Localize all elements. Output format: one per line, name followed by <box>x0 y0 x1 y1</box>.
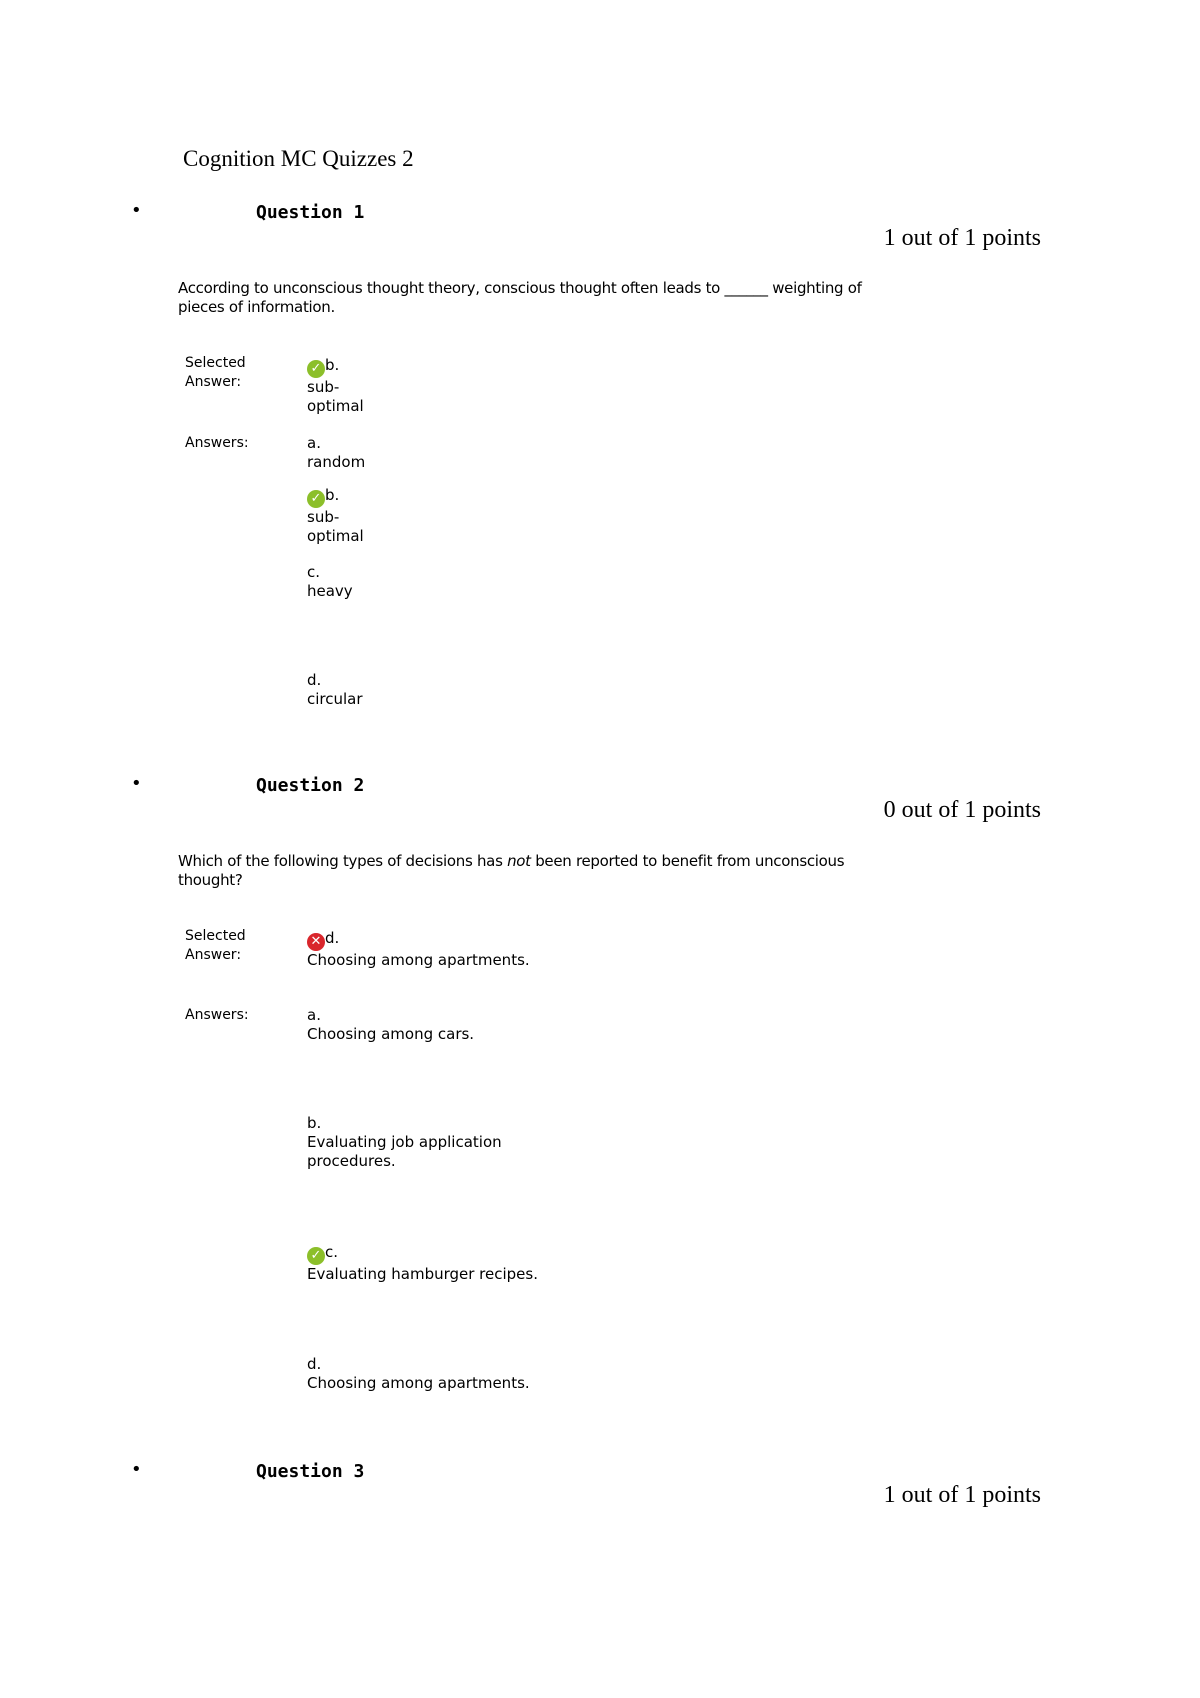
label-line: Answer: <box>185 374 242 390</box>
answer-letter: a. <box>307 1006 321 1024</box>
emphasis: not <box>507 852 531 870</box>
answer-text: Evaluating hamburger recipes. <box>307 1265 538 1283</box>
label-line: Answer: <box>185 947 242 963</box>
x-circle-icon: ✕ <box>307 933 325 951</box>
answer-letter: b. <box>307 1114 322 1132</box>
question-score: 0 out of 1 points <box>883 797 1041 823</box>
question-text-line: According to unconscious thought theory, conscious thought often leads to ______ weighting of <box>178 279 862 297</box>
answer-option <box>307 1114 502 1171</box>
question-heading: Question 3 <box>256 1461 365 1482</box>
answer-option <box>307 1243 538 1284</box>
answer-letter: c. <box>325 1243 339 1261</box>
bullet: • <box>131 200 142 221</box>
question-score: 1 out of 1 points <box>883 225 1041 251</box>
question-text-line <box>178 852 844 871</box>
label-line: Selected <box>185 928 246 944</box>
answer-option <box>307 563 353 601</box>
answer-letter: d. <box>307 1355 322 1373</box>
answer-letter: b. <box>325 486 340 504</box>
answer-text: procedures. <box>307 1152 396 1170</box>
question-heading: Question 2 <box>256 775 365 796</box>
question-text <box>178 279 862 317</box>
answer-letter: d. <box>325 929 340 947</box>
label-line: Selected <box>185 355 246 371</box>
bullet: • <box>131 1459 142 1480</box>
answer-text: circular <box>307 690 363 708</box>
selected-answer-label <box>185 927 246 965</box>
selected-answer <box>307 929 530 970</box>
answer-text: heavy <box>307 582 353 600</box>
answer-text: random <box>307 453 366 471</box>
answer-option <box>307 434 365 472</box>
check-circle-icon: ✓ <box>307 1247 325 1265</box>
answers-label: Answers: <box>185 1007 249 1023</box>
answer-option <box>307 671 363 709</box>
text-span: Which of the following types of decisions has <box>178 852 508 870</box>
answer-letter: a. <box>307 434 321 452</box>
selected-answer-label <box>185 354 246 392</box>
answer-letter: d. <box>307 671 322 689</box>
question-score: 1 out of 1 points <box>883 1482 1041 1508</box>
question-text-line: pieces of information. <box>178 298 335 316</box>
answer-letter: b. <box>325 356 340 374</box>
check-circle-icon: ✓ <box>307 360 325 378</box>
answer-text: Choosing among apartments. <box>307 951 530 969</box>
check-circle-icon: ✓ <box>307 490 325 508</box>
answer-option <box>307 486 364 546</box>
text-span: been reported to benefit from unconscious <box>530 852 845 870</box>
selected-answer <box>307 356 364 416</box>
bullet: • <box>131 773 142 794</box>
question-text <box>178 852 844 890</box>
answer-text: optimal <box>307 397 364 415</box>
answer-option <box>307 1355 530 1393</box>
answer-text: optimal <box>307 527 364 545</box>
answer-text: Evaluating job application <box>307 1133 502 1151</box>
question-text-line: thought? <box>178 871 243 889</box>
question-heading: Question 1 <box>256 202 365 223</box>
answer-letter: c. <box>307 563 321 581</box>
answer-text: Choosing among cars. <box>307 1025 475 1043</box>
answer-option <box>307 1006 474 1044</box>
answer-text: sub- <box>307 508 340 526</box>
answer-text: Choosing among apartments. <box>307 1374 530 1392</box>
answers-label: Answers: <box>185 435 249 451</box>
document-title: Cognition MC Quizzes 2 <box>183 146 414 171</box>
answer-text: sub- <box>307 378 340 396</box>
